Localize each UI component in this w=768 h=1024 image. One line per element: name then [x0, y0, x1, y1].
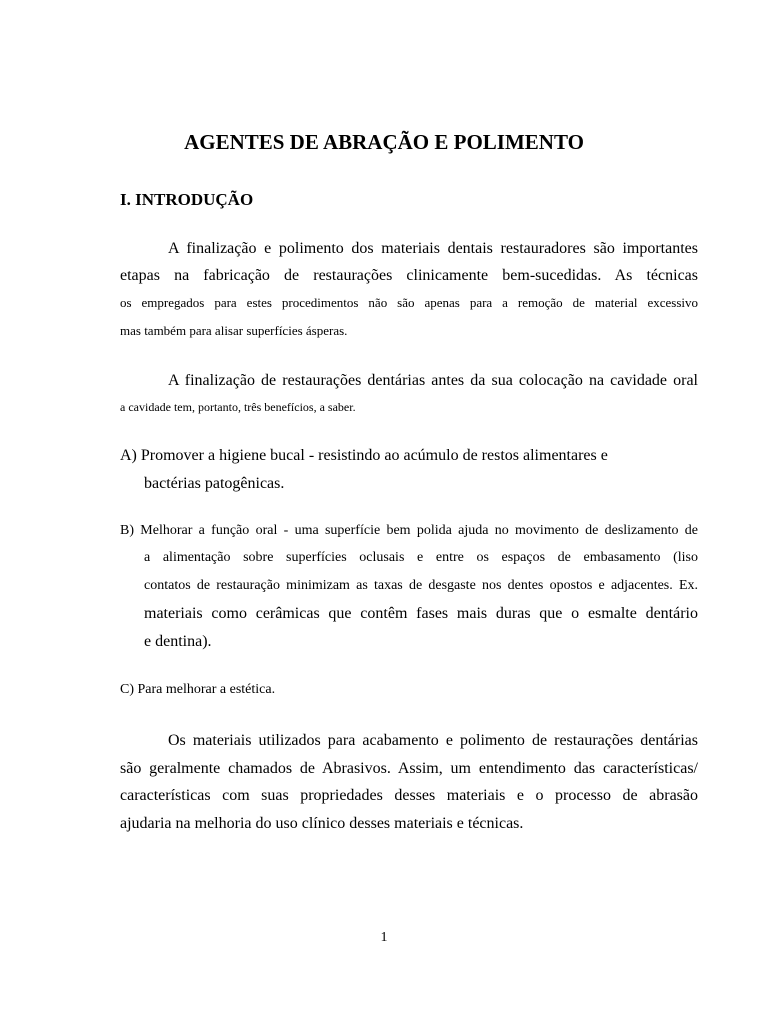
closing-line-3: características com suas propriedades desses materiais e o processo de abrasão	[120, 787, 698, 804]
closing-line-4: ajudaria na melhoria do uso clínico desses materiais e técnicas.	[120, 815, 524, 832]
item-a-line-2: bactérias patogênicas.	[144, 475, 285, 492]
item-b-line-2: a alimentação sobre superfícies oclusais e entre os espaços de embasamento (liso	[144, 550, 698, 565]
section-heading: I. INTRODUÇÃO	[120, 190, 254, 209]
document-title: AGENTES DE ABRAÇÃO E POLIMENTO	[184, 130, 584, 154]
item-a-line-1: A) Promover a higiene bucal - resistindo ao acúmulo de restos alimentares e	[120, 447, 608, 464]
intro-line-1: A finalização e polimento dos materiais dentais restauradores são importantes	[168, 240, 698, 257]
second-paragraph-line-1: A finalização de restaurações dentárias antes da sua colocação na cavidade oral	[168, 372, 698, 389]
item-b-line-3: contatos de restauração minimizam as taxas de desgaste nos dentes opostos e adjacentes. Ex.	[144, 578, 698, 593]
page-number: 1	[380, 930, 388, 945]
item-c: C) Para melhorar a estética.	[120, 682, 276, 697]
item-b-line-5: e dentina).	[144, 633, 212, 650]
item-b-line-4: materiais como cerâmicas que contêm fases mais duras que o esmalte dentário	[144, 605, 698, 622]
intro-line-2: etapas na fabricação de restaurações clinicamente bem-sucedidas. As técnicas	[120, 267, 698, 284]
second-paragraph-line-2: a cavidade tem, portanto, três benefícios, a saber.	[120, 400, 356, 414]
intro-line-3: os empregados para estes procedimentos não são apenas para a remoção de material excessivo	[120, 295, 698, 310]
item-b-line-1: B) Melhorar a função oral - uma superfície bem polida ajuda no movimento de deslizamento de	[120, 523, 698, 538]
closing-line-2: são geralmente chamados de Abrasivos. Assim, um entendimento das características/	[120, 760, 698, 777]
closing-line-1: Os materiais utilizados para acabamento e polimento de restaurações dentárias	[168, 732, 698, 749]
intro-line-4: mas também para alisar superfícies ásperas.	[120, 323, 348, 338]
